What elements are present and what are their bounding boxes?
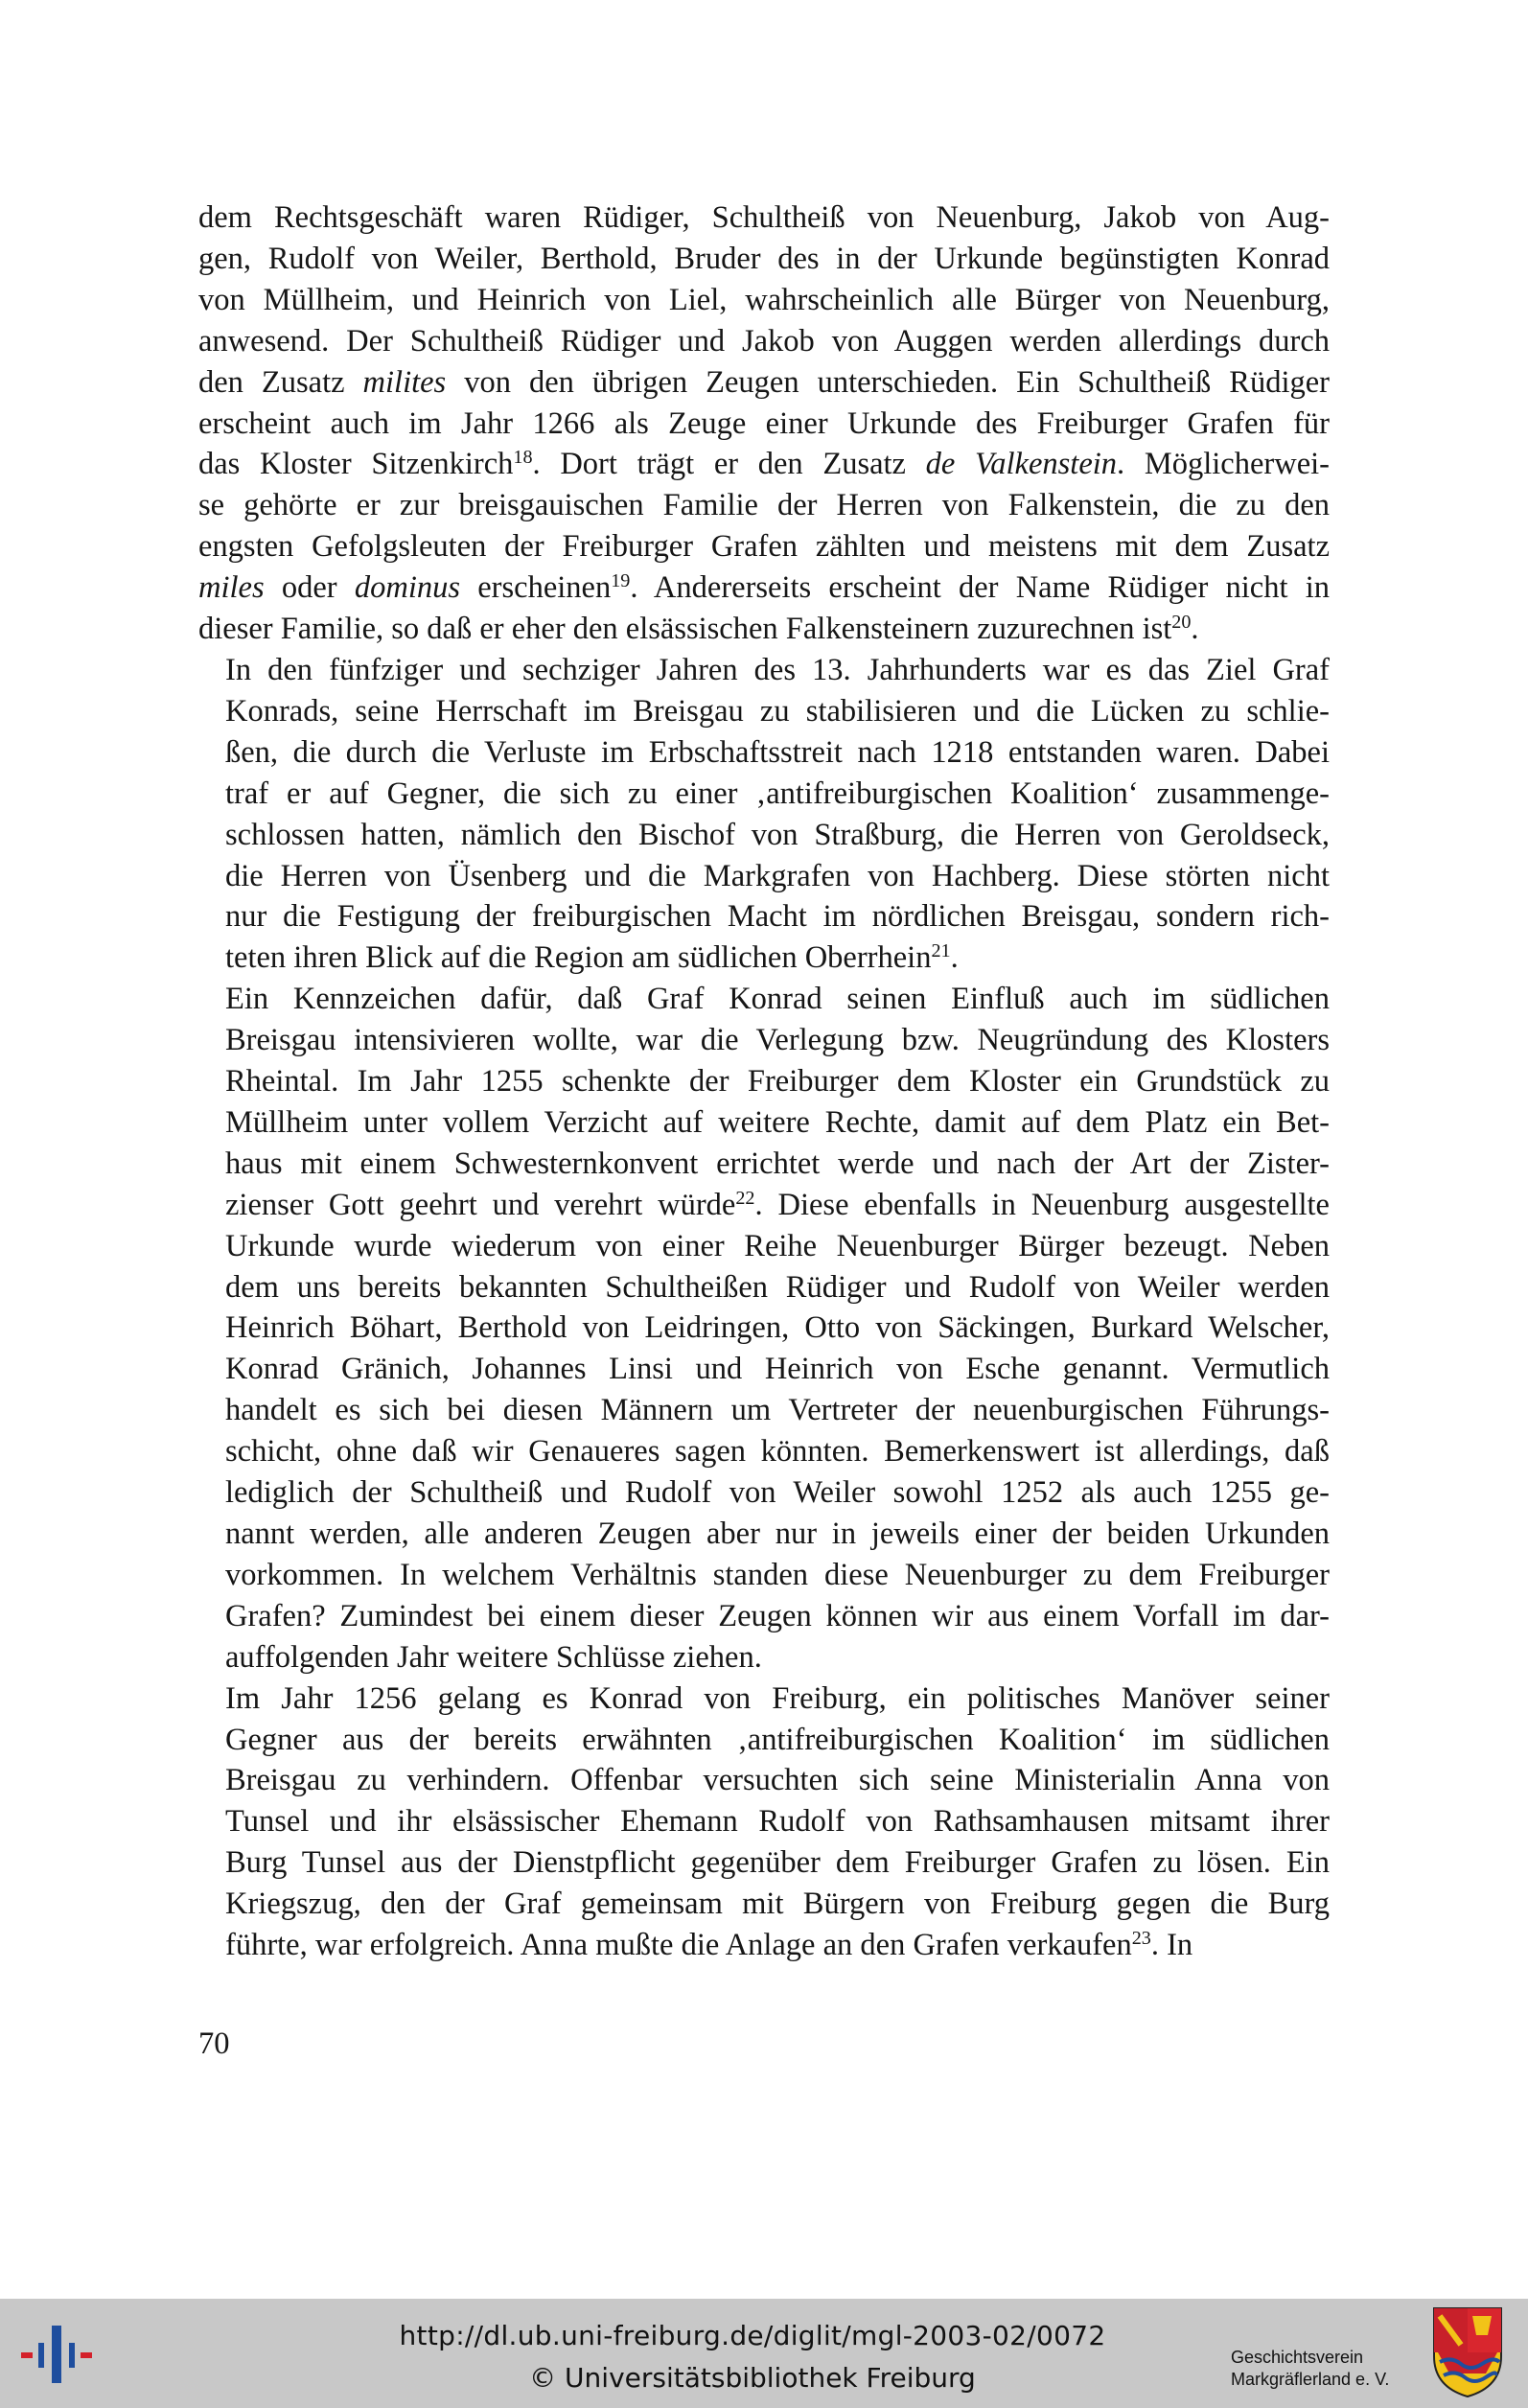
text-line: In den fünfziger und sechziger Jahren des 13. Jahrhunderts war es das Ziel Graf [225, 652, 1330, 687]
text-line: traf er auf Gegner, die sich zu einer ‚antifreiburgischen Koalition‘ zusammenge- [225, 776, 1330, 811]
text-line: Gegner aus der bereits erwähnten ‚antifreiburgischen Koalition‘ im südlichen [225, 1722, 1330, 1757]
text-line: handelt es sich bei diesen Männern um Vertreter der neuenburgischen Führungs- [225, 1393, 1330, 1428]
text-line: erscheint auch im Jahr 1266 als Zeuge einer Urkunde des Freiburger Grafen für [198, 405, 1330, 441]
text-line: auffolgenden Jahr weitere Schlüsse ziehen. [225, 1639, 762, 1675]
text-line: engsten Gefolgsleuten der Freiburger Grafen zählten und meistens mit dem Zusatz [198, 529, 1330, 565]
text-line: von Müllheim, und Heinrich von Liel, wahrscheinlich alle Bürger von Neuenburg, [198, 282, 1330, 317]
text-line: nannt werden, alle anderen Zeugen aber nur in jeweils einer der beiden Urkunden [225, 1517, 1330, 1551]
text-line: miles oder dominus erscheinen$^{19}$. Andererseits erscheint der Name Rüdiger nicht in [198, 570, 1331, 606]
text-line: Heinrich Böhart, Berthold von Leidringen, Otto von Säckingen, Burkard Welscher, [225, 1310, 1330, 1346]
footer-bar [0, 2299, 1528, 2408]
footer-copyright: © Universitätsbibliothek Freiburg [529, 2362, 976, 2394]
text-line: Konrad Gränich, Johannes Linsi und Heinrich von Esche genannt. Vermutlich [225, 1352, 1330, 1387]
society-name-line1: Geschichtsverein [1231, 2348, 1364, 2367]
text-line: Grafen? Zumindest bei einem dieser Zeugen können wir aus einem Vorfall im dar- [225, 1598, 1330, 1633]
text-line: Kriegszug, den der Graf gemeinsam mit Bürgern von Freiburg gegen die Burg [225, 1887, 1330, 1922]
text-line: Ein Kennzeichen dafür, daß Graf Konrad seinen Einfluß auch im südlichen [225, 982, 1330, 1017]
page-body [198, 197, 1330, 1966]
text-line: Konrads, seine Herrschaft im Breisgau zu stabilisieren und die Lücken zu schlie- [225, 693, 1330, 729]
text-line: Urkunde wurde wiederum von einer Reihe Neuenburger Bürger bezeugt. Neben [225, 1228, 1330, 1263]
university-library-logo-icon [21, 2326, 98, 2383]
text-line: Müllheim unter vollem Verzicht auf weitere Rechte, damit auf dem Platz ein Bet- [225, 1104, 1330, 1140]
text-line: lediglich der Schultheiß und Rudolf von Weiler sowohl 1252 als auch 1255 ge- [225, 1475, 1330, 1511]
text-line: dieser Familie, so daß er eher den elsässischen Falkensteinern zuzurechnen ist$^{20}$. [198, 611, 1199, 647]
text-line: zienser Gott geehrt und verehrt würde$^{22}$. Diese ebenfalls in Neuenburg ausgestellte [225, 1187, 1330, 1222]
text-line: Im Jahr 1256 gelang es Konrad von Freiburg, ein politisches Manöver seiner [225, 1680, 1330, 1716]
coat-of-arms-icon [1432, 2306, 1503, 2398]
footer-url[interactable]: http://dl.ub.uni-freiburg.de/diglit/mgl-2003-02/0072 [399, 2320, 1106, 2351]
society-name [1231, 2347, 1389, 2391]
text-line: se gehörte er zur breisgauischen Familie der Herren von Falkenstein, die zu den [198, 488, 1330, 523]
text-line: haus mit einem Schwesternkonvent errichtet werde und nach der Art der Zister- [225, 1146, 1330, 1181]
text-line: Rheintal. Im Jahr 1255 schenkte der Freiburger dem Kloster ein Grundstück zu [225, 1064, 1330, 1100]
text-line: Tunsel und ihr elsässischer Ehemann Rudolf von Rathsamhausen mitsamt ihrer [225, 1804, 1330, 1840]
page-number: 70 [198, 2026, 230, 2061]
text-line: vorkommen. In welchem Verhältnis standen diese Neuenburger zu dem Freiburger [225, 1557, 1330, 1592]
text-line: nur die Festigung der freiburgischen Macht im nördlichen Breisgau, sondern rich- [225, 899, 1330, 935]
text-line: dem uns bereits bekannten Schultheißen Rüdiger und Rudolf von Weiler werden [225, 1269, 1330, 1305]
text-line: führte, war erfolgreich. Anna mußte die Anlage an den Grafen verkaufen$^{23}$. In [225, 1927, 1193, 1963]
text-line: Breisgau intensivieren wollte, war die Verlegung bzw. Neugründung des Klosters [225, 1023, 1330, 1058]
paragraph [198, 979, 1330, 1678]
text-line: Breisgau zu verhindern. Offenbar versuchten sich seine Ministerialin Anna von [225, 1763, 1330, 1798]
paragraph [198, 1679, 1330, 1966]
text-line: die Herren von Üsenberg und die Markgrafen von Hachberg. Diese störten nicht [225, 858, 1330, 893]
society-name-line2: Markgräflerland e. V. [1231, 2370, 1390, 2389]
text-line: anwesend. Der Schultheiß Rüdiger und Jakob von Auggen werden allerdings durch [198, 323, 1330, 359]
text-line: schlossen hatten, nämlich den Bischof von Straßburg, die Herren von Geroldseck, [225, 817, 1330, 852]
paragraph [198, 197, 1330, 650]
paragraph [198, 650, 1330, 979]
text-line: ßen, die durch die Verluste im Erbschaftsstreit nach 1218 entstanden waren. Dabei [225, 734, 1330, 770]
text-line: gen, Rudolf von Weiler, Berthold, Bruder des in der Urkunde begünstigten Konrad [198, 241, 1330, 276]
text-line: schicht, ohne daß wir Genaueres sagen könnten. Bemerkenswert ist allerdings, daß [225, 1434, 1330, 1470]
text-line: dem Rechtsgeschäft waren Rüdiger, Schultheiß von Neuenburg, Jakob von Aug- [198, 200, 1330, 235]
text-line: das Kloster Sitzenkirch$^{18}$. Dort trägt er den Zusatz de Valkenstein. Möglicherwei- [198, 447, 1330, 482]
text-line: teten ihren Blick auf die Region am südlichen Oberrhein$^{21}$. [225, 940, 959, 976]
text-line: Burg Tunsel aus der Dienstpflicht gegenüber dem Freiburger Grafen zu lösen. Ein [225, 1845, 1330, 1881]
text-line: den Zusatz milites von den übrigen Zeugen unterschieden. Ein Schultheiß Rüdiger [198, 364, 1330, 400]
